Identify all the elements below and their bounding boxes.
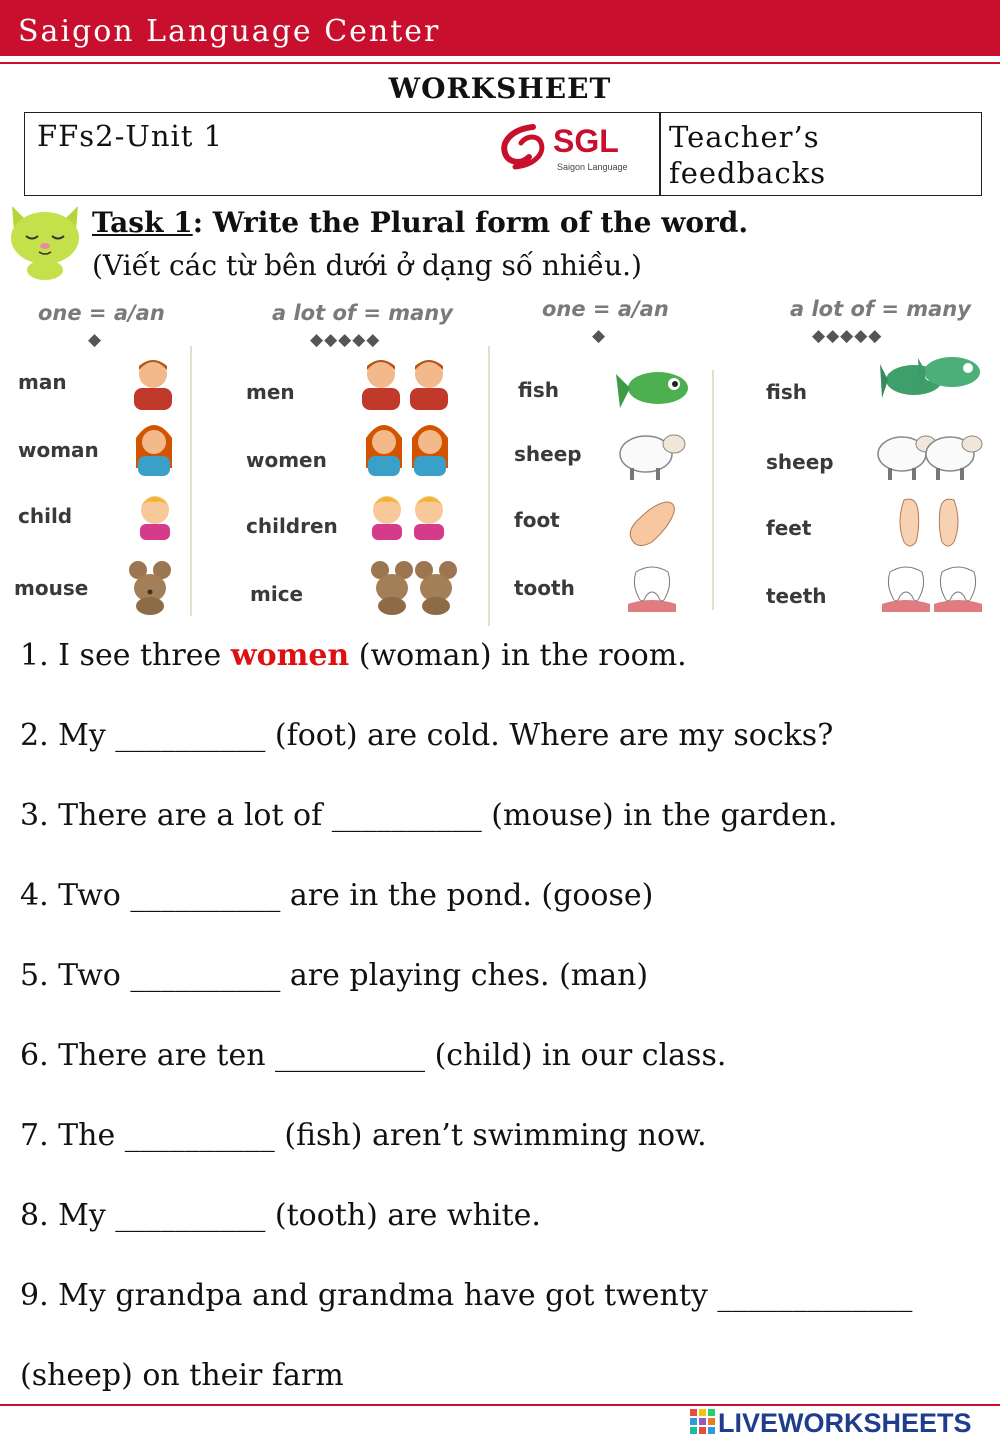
heading-one-left: one = a/an xyxy=(38,301,165,325)
word-children: children xyxy=(246,514,338,538)
liveworksheets-grid-icon xyxy=(690,1409,716,1437)
word-sheep-plural: sheep xyxy=(766,450,834,474)
mouse-icon xyxy=(122,558,178,616)
women-icon xyxy=(362,418,452,478)
word-fish-plural: fish xyxy=(766,380,807,404)
word-feet: feet xyxy=(766,516,812,540)
task-instruction: : Write the Plural form of the word. xyxy=(192,206,749,239)
question-9[interactable]: 9. My grandpa and grandma have got twenty _____________ xyxy=(20,1278,913,1313)
heading-many-right: a lot of = many xyxy=(790,297,971,321)
worksheet-title: WORKSHEET xyxy=(388,72,612,105)
task-label: Task 1 xyxy=(92,206,193,239)
header-divider xyxy=(0,62,1000,64)
question-1-answer: women xyxy=(230,638,350,673)
tooth-icon xyxy=(624,560,680,616)
feedback-line-2: feedbacks xyxy=(669,156,827,190)
man-icon xyxy=(128,352,178,412)
heading-many-left: a lot of = many xyxy=(272,301,453,325)
vocab-panel xyxy=(0,290,1000,630)
unit-label: FFs2-Unit 1 xyxy=(37,119,224,153)
question-1 xyxy=(20,638,687,674)
footer-divider xyxy=(0,1404,1000,1406)
cat-mascot-icon xyxy=(4,200,86,280)
word-men: men xyxy=(246,380,295,404)
info-box xyxy=(24,112,982,196)
brand-title: Saigon Language Center xyxy=(18,14,441,49)
fish-plural-icon xyxy=(880,350,984,406)
separator-3 xyxy=(712,370,714,610)
word-foot: foot xyxy=(514,508,560,532)
word-sheep: sheep xyxy=(514,442,582,466)
word-child: child xyxy=(18,504,73,528)
feet-icon xyxy=(892,494,972,550)
question-8[interactable]: 8. My __________ (tooth) are white. xyxy=(20,1198,541,1233)
question-9-continued: (sheep) on their farm xyxy=(20,1358,344,1393)
feedback-line-1: Teacher’s xyxy=(669,120,820,154)
teeth-icon xyxy=(880,560,984,616)
question-1-post: (woman) in the room. xyxy=(349,638,687,673)
word-fish: fish xyxy=(518,378,559,402)
child-icon xyxy=(132,486,178,542)
woman-icon xyxy=(130,418,178,478)
word-women: women xyxy=(246,448,327,472)
question-1-pre: 1. I see three xyxy=(20,638,231,673)
liveworksheets-text: LIVEWORKSHEETS xyxy=(718,1408,972,1438)
word-man: man xyxy=(18,370,67,394)
question-6[interactable]: 6. There are ten __________ (child) in our class. xyxy=(20,1038,727,1073)
header-bar xyxy=(0,0,1000,56)
task-title xyxy=(92,206,748,240)
separator-1 xyxy=(190,346,192,616)
question-5[interactable]: 5. Two __________ are playing ches. (man) xyxy=(20,958,649,993)
heading-one-right: one = a/an xyxy=(542,297,669,321)
task-subtitle: (Viết các từ bên dưới ở dạng số nhiều.) xyxy=(92,249,642,282)
logo-text: SGL xyxy=(553,123,619,159)
mice-icon xyxy=(366,558,462,616)
word-woman: woman xyxy=(18,438,99,462)
logo-subtext: Saigon Language xyxy=(557,162,628,172)
question-2[interactable]: 2. My __________ (foot) are cold. Where are my socks? xyxy=(20,718,834,753)
sheep-icon xyxy=(612,426,688,482)
word-mouse: mouse xyxy=(14,576,89,600)
question-3[interactable]: 3. There are a lot of __________ (mouse) in the garden. xyxy=(20,798,838,833)
diamond-many-left: ◆◆◆◆◆ xyxy=(310,330,381,350)
word-tooth: tooth xyxy=(514,576,575,600)
teacher-feedback-label xyxy=(669,119,969,191)
info-divider xyxy=(659,113,661,195)
word-mice: mice xyxy=(250,582,304,606)
word-teeth: teeth xyxy=(766,584,827,608)
men-icon xyxy=(358,352,454,412)
diamond-one-left: ◆ xyxy=(88,330,103,350)
foot-icon xyxy=(622,494,682,550)
question-4[interactable]: 4. Two __________ are in the pond. (goose) xyxy=(20,878,654,913)
question-7[interactable]: 7. The __________ (fish) aren’t swimming now. xyxy=(20,1118,707,1153)
sgl-swoosh-icon xyxy=(495,119,555,175)
children-icon xyxy=(366,486,452,542)
separator-2 xyxy=(488,346,490,626)
fish-icon xyxy=(616,364,692,420)
sheep-plural-icon xyxy=(872,426,984,482)
diamond-many-right: ◆◆◆◆◆ xyxy=(812,326,883,346)
sgl-logo xyxy=(495,119,655,181)
diamond-one-right: ◆ xyxy=(592,326,607,346)
